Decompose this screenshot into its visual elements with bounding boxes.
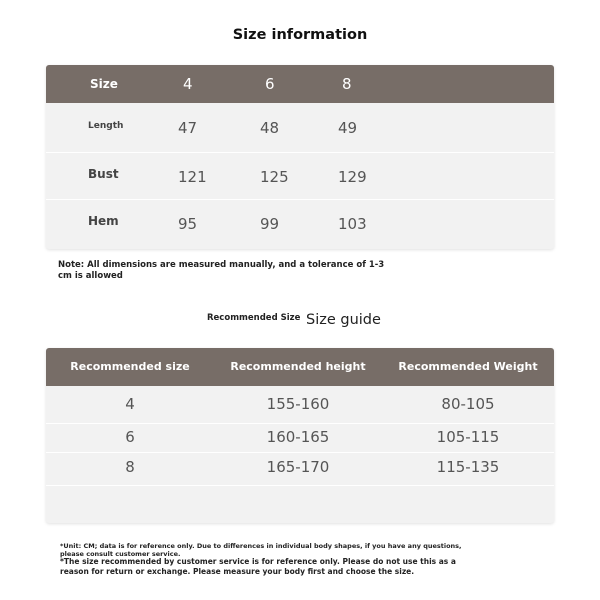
cell-size: 4 <box>125 395 135 413</box>
size-header-4: 4 <box>183 75 193 93</box>
row-label-hem: Hem <box>88 214 119 228</box>
cell-value: 47 <box>178 119 198 137</box>
size-guide-label: Size guide <box>306 312 381 328</box>
footnote-disclaimer: *The size recommended by customer service is for reference only. Please do not use this as a reason for return or exchange. Please measure your body first and choose the size. <box>60 557 456 576</box>
cell-size: 6 <box>125 428 135 446</box>
row-divider <box>46 423 554 424</box>
footnote-unit: *Unit: CM; data is for reference only. Due to differences in individual body shapes, if you have any questions, please consult customer service. <box>60 542 462 558</box>
size-table-header <box>46 65 554 103</box>
size-header-8: 8 <box>342 75 352 93</box>
row-divider <box>46 485 554 486</box>
cell-value: 99 <box>260 215 280 233</box>
table-row <box>46 153 554 199</box>
size-header-6: 6 <box>265 75 275 93</box>
cell-weight: 105-115 <box>436 428 500 446</box>
cell-height: 155-160 <box>266 395 330 413</box>
row-label-bust: Bust <box>88 167 119 181</box>
recommendation-table <box>46 348 554 523</box>
cell-value: 49 <box>338 119 358 137</box>
size-table <box>46 65 554 249</box>
cell-value: 121 <box>178 168 207 186</box>
row-divider <box>46 452 554 453</box>
header-recommended-weight: Recommended Weight <box>398 360 538 373</box>
cell-height: 165-170 <box>266 458 330 476</box>
recommendation-table-header <box>46 348 554 386</box>
recommended-size-label: Recommended Size <box>207 313 301 323</box>
table-row <box>46 200 554 249</box>
cell-value: 129 <box>338 168 367 186</box>
cell-weight: 80-105 <box>441 395 495 413</box>
cell-weight: 115-135 <box>436 458 500 476</box>
measurement-note: Note: All dimensions are measured manually, and a tolerance of 1-3 cm is allowed <box>58 260 385 281</box>
header-recommended-height: Recommended height <box>230 360 366 373</box>
header-recommended-size: Recommended size <box>70 360 190 373</box>
row-label-length: Length <box>88 121 124 131</box>
cell-size: 8 <box>125 458 135 476</box>
cell-value: 103 <box>338 215 367 233</box>
cell-value: 48 <box>260 119 280 137</box>
page-title: Size information <box>232 27 368 43</box>
cell-value: 125 <box>260 168 289 186</box>
table-row <box>46 103 554 151</box>
cell-height: 160-165 <box>266 428 330 446</box>
cell-value: 95 <box>178 215 198 233</box>
size-header-label: Size <box>90 77 118 91</box>
